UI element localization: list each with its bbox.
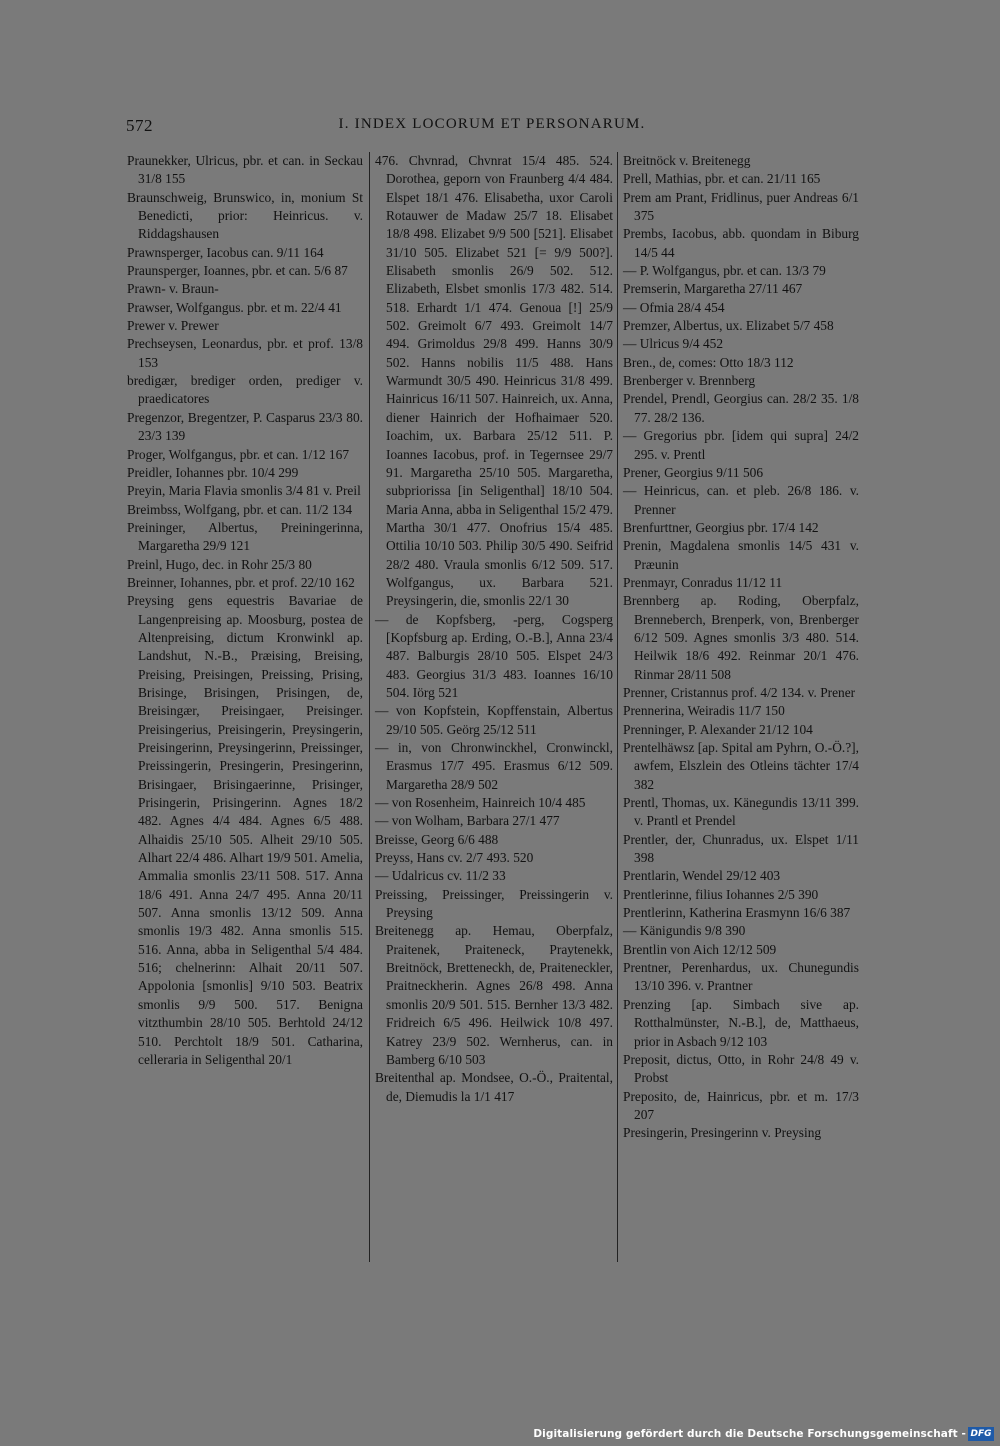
dfg-logo-icon: DFG bbox=[968, 1427, 994, 1441]
index-entry: bredigær, brediger orden, prediger v. praedicatores bbox=[127, 373, 363, 407]
index-entry: Braunschweig, Brunswico, in, monium St Benedicti, prior: Heinricus. v. Riddagshausen bbox=[127, 189, 363, 242]
index-entry: — de Kopfsberg, -perg, Cogsperg [Kopfsburg ap. Erding, O.-B.], Anna 23/4 487. Balburgis 28/10 505. Elspet 24/3 483. Georgius 31/3 483. Ioannes 16/10 504. Iörg 521 bbox=[375, 611, 613, 700]
index-entry: — Gregorius pbr. [idem qui supra] 24/2 295. v. Prentl bbox=[623, 428, 859, 462]
index-entry: Breisse, Georg 6/6 488 bbox=[375, 831, 499, 847]
index-entry: Brenberger v. Brennberg bbox=[623, 373, 756, 389]
index-entry: — P. Wolfgangus, pbr. et can. 13/3 79 bbox=[623, 263, 826, 279]
index-entry: — von Wolham, Barbara 27/1 477 bbox=[375, 813, 560, 829]
index-entry: — Ofmia 28/4 454 bbox=[623, 299, 725, 315]
index-entry: — in, von Chronwinckhel, Cronwinckl, Erasmus 17/7 495. Erasmus 6/12 509. Margaretha 28/9 502 bbox=[375, 740, 613, 792]
index-entry: Premzer, Albertus, ux. Elizabet 5/7 458 bbox=[623, 318, 834, 334]
index-entry: Prentelhäwsz [ap. Spital am Pyhrn, O.-Ö.?], awfem, Elszlein des Otleins tächter 17/4 382 bbox=[623, 740, 859, 792]
index-entry: Breitenthal ap. Mondsee, O.-Ö., Praitental, de, Diemudis la 1/1 417 bbox=[375, 1070, 613, 1104]
index-entry: Prentlerinn, Katherina Erasmynn 16/6 387 bbox=[623, 905, 851, 921]
index-entry: Prenzing [ap. Simbach sive ap. Rotthalmünster, N.-B.], de, Matthaeus, prior in Asbach 9/12 103 bbox=[623, 996, 859, 1049]
index-entry: Brennberg ap. Roding, Oberpfalz, Brenneberch, Brenperk, von, Brenberger 6/12 509. Agnes smonlis 3/3 480. 514. Heilwik 18/6 492. Reinmar 20/1 476. Rinmar 28/11 508 bbox=[623, 593, 859, 682]
index-entry: Prawnsperger, Iacobus can. 9/11 164 bbox=[127, 244, 324, 260]
index-entry: Prawn- v. Braun- bbox=[127, 281, 219, 297]
index-entry: — Udalricus cv. 11/2 33 bbox=[375, 868, 506, 884]
index-entry: Prem am Prant, Fridlinus, puer Andreas 6/1 375 bbox=[623, 189, 859, 224]
index-entry: Preyss, Hans cv. 2/7 493. 520 bbox=[375, 850, 534, 866]
index-entry: Bren., de, comes: Otto 18/3 112 bbox=[623, 354, 794, 370]
index-entry: — von Kopfstein, Kopffenstain, Albertus 29/10 505. Geörg 25/12 511 bbox=[375, 703, 613, 737]
index-entry: — Ulricus 9/4 452 bbox=[623, 336, 724, 352]
index-entry: Praunekker, Ulricus, pbr. et can. in Seckau 31/8 155 bbox=[127, 153, 363, 187]
index-entry: Preininger, Albertus, Preiningerinna, Margaretha 29/9 121 bbox=[127, 519, 363, 554]
index-entry: Premserin, Margaretha 27/11 467 bbox=[623, 281, 803, 297]
index-entry: Prewer v. Prewer bbox=[127, 318, 219, 334]
index-entry: Prechseysen, Leonardus, pbr. et prof. 13/8 153 bbox=[127, 336, 363, 370]
index-entry: Prenner, Cristannus prof. 4/2 134. v. Prener bbox=[623, 684, 856, 700]
index-entry: Breitenegg ap. Hemau, Oberpfalz, Praitenek, Praiteneck, Praytenekk, Breitnöck, Bretteneckh, de, Praiteneckler, Praitneckherin. Agnes 26/8 498. Anna smonlis 20/9 501. 515. Bernher 13/3 482. Fridreich 6/5 496. Heilwick 10/8 497. Katrey 23/9 502. Wernherus, can. in Bamberg 6/10 503 bbox=[375, 923, 613, 1067]
index-entry: Preinl, Hugo, dec. in Rohr 25/3 80 bbox=[127, 556, 312, 572]
index-entry: Prenninger, P. Alexander 21/12 104 bbox=[623, 721, 813, 737]
index-entry: Praunsperger, Ioannes, pbr. et can. 5/6 87 bbox=[127, 263, 348, 279]
index-column-3 bbox=[623, 152, 859, 1143]
index-entry: Prell, Mathias, pbr. et can. 21/11 165 bbox=[623, 171, 821, 187]
index-entry: Preissing, Preissinger, Preissingerin v. Preysing bbox=[375, 886, 613, 921]
index-entry: Brentlin von Aich 12/12 509 bbox=[623, 941, 777, 957]
index-entry: Prentlerinne, filius Iohannes 2/5 390 bbox=[623, 886, 819, 902]
index-entry: Prennerina, Weiradis 11/7 150 bbox=[623, 703, 785, 719]
index-entry: Breimbss, Wolfgang, pbr. et can. 11/2 134 bbox=[127, 501, 353, 517]
index-entry: Breinner, Iohannes, pbr. et prof. 22/10 162 bbox=[127, 574, 355, 590]
index-entry: Prembs, Iacobus, abb. quondam in Biburg 14/5 44 bbox=[623, 226, 859, 260]
page-header bbox=[126, 116, 858, 138]
index-entry: Prentlarin, Wendel 29/12 403 bbox=[623, 868, 781, 884]
index-entry: 476. Chvnrad, Chvnrat 15/4 485. 524. Dorothea, geporn von Fraunberg 4/4 484. Elspet 18/1 476. Elisabetha, uxor Caroli Rotauwer de Madaw 25/7 18. Elisabet 18/8 498. Elizabet 9/9 500 [521]. Elisabet 31/10 505. Elizabet 521 [= 9/9 500?]. Elisabeth smonlis 26/9 502. 512. Elizabeth, Elsbet smonlis 17/3 482. 514. 518. Erhardt 1/1 474. Genoua [!] 25/9 502. Greimolt 6/7 493. Greimolt 14/7 494. Grimoldus 29/8 499. Hanns 30/9 502. Hanns nobilis 11/5 488. Hans Warmundt 30/5 490. Heinricus 31/8 499. Hainricus 16/11 507. Hainreich, ux. Anna, diener Hainrich der Hofhaimaer 520. Ioachim, ux. Barbara 25/12 511. P. Ioannes Iacobus, prof. in Tegernsee 29/7 91. Margaretha 25/10 505. Margaretha, subpriorissa [in Seligenthal] 18/10 504. Maria Anna, abba in Seligenthal 15/2 479. Martha 30/1 477. Onofrius 15/4 485. Ottilia 10/10 503. Philip 30/5 490. Seifrid 28/2 480. Vraula smonlis 6/12 509. 517. Wolfgangus, ux. Barbara 521. Preysingerin, die, smonlis 22/1 30 bbox=[375, 153, 613, 609]
index-entry: — von Rosenheim, Hainreich 10/4 485 bbox=[375, 795, 586, 811]
index-entry: Presingerin, Presingerinn v. Preysing bbox=[623, 1125, 822, 1141]
index-entry: Brenfurttner, Georgius pbr. 17/4 142 bbox=[623, 519, 819, 535]
footer-credit: Digitalisierung gefördert durch die Deutsche Forschungsgemeinschaft - bbox=[533, 1428, 966, 1440]
index-entry: Preposit, dictus, Otto, in Rohr 24/8 49 v. Probst bbox=[623, 1051, 859, 1086]
index-entry: Proger, Wolfgangus, pbr. et can. 1/12 167 bbox=[127, 446, 350, 462]
index-entry: Pregenzor, Bregentzer, P. Casparus 23/3 80. 23/3 139 bbox=[127, 409, 363, 444]
index-entry: Breitnöck v. Breitenegg bbox=[623, 153, 751, 168]
page-number: 572 bbox=[126, 116, 153, 135]
index-entry: Prentl, Thomas, ux. Känegundis 13/11 399. v. Prantl et Prendel bbox=[623, 795, 859, 829]
index-entry: Preidler, Iohannes pbr. 10/4 299 bbox=[127, 464, 299, 480]
index-entry: Prener, Georgius 9/11 506 bbox=[623, 464, 764, 480]
index-columns bbox=[0, 152, 1000, 1272]
running-title: I. INDEX LOCORUM ET PERSONARUM. bbox=[338, 116, 646, 132]
index-entry: Prentner, Perenhardus, ux. Chunegundis 13/10 396. v. Prantner bbox=[623, 960, 859, 994]
index-entry: Prenmayr, Conradus 11/12 11 bbox=[623, 574, 783, 590]
index-entry: Preysing gens equestris Bavariae de Langenpreising ap. Moosburg, postea de Altenpreising, dictum Kronwinkl ap. Landshut, N.-B., Præising, Breising, Preising, Preisingen, Preissing, Prising, Brisinge, Brisingen, Prisingen, de, Breisingær, Preisingaer, Preisinger. Preisingerius, Preisingerin, Preysingerin, Preisingerinn, Preysingerinn, Preissinger, Preissingerin, Presingerin, Presingerinn, Brisingaer, Brisingaerinne, Prisinger, Prisingerin, Prisingerinn. Agnes 18/2 482. Agnes 4/4 484. Agnes 6/5 488. Alhaidis 25/10 505. Alheit 29/10 505. Alhart 22/4 486. Alhart 19/9 501. Amelia, Ammalia smonlis 23/11 508. 517. Anna 18/6 491. Anna 24/7 495. Anna 20/11 507. Anna smonlis 13/12 509. Anna smonlis 19/3 482. Anna smonlis 515. 516. Anna, abba in Seligenthal 5/4 484. 516; chelnerinn: Alhait 20/11 507. Appolonia [smonlis] 9/10 503. Beatrix smonlis 9/9 500. 517. Benigna vitzthumbin 28/10 505. Berhtold 24/12 510. Perchtolt 18/9 501. Catharina, celleraria in Seligenthal 20/1 bbox=[127, 593, 363, 1067]
index-entry: Prentler, der, Chunradus, ux. Elspet 1/11 398 bbox=[623, 831, 859, 866]
index-entry: — Heinricus, can. et pleb. 26/8 186. v. Prenner bbox=[623, 483, 859, 517]
index-entry: — Känigundis 9/8 390 bbox=[623, 923, 746, 939]
index-entry: Preyin, Maria Flavia smonlis 3/4 81 v. Preil bbox=[127, 483, 361, 499]
index-entry: Preposito, de, Hainricus, pbr. et m. 17/3 207 bbox=[623, 1088, 859, 1122]
index-entry: Prawser, Wolfgangus. pbr. et m. 22/4 41 bbox=[127, 299, 342, 315]
digitization-footer bbox=[0, 1424, 1000, 1446]
index-entry: Prenin, Magdalena smonlis 14/5 431 v. Præunin bbox=[623, 538, 859, 572]
index-column-1 bbox=[127, 152, 363, 1069]
index-column-2 bbox=[375, 152, 613, 1106]
index-entry: Prendel, Prendl, Georgius can. 28/2 35. 1/8 77. 28/2 136. bbox=[623, 391, 859, 425]
